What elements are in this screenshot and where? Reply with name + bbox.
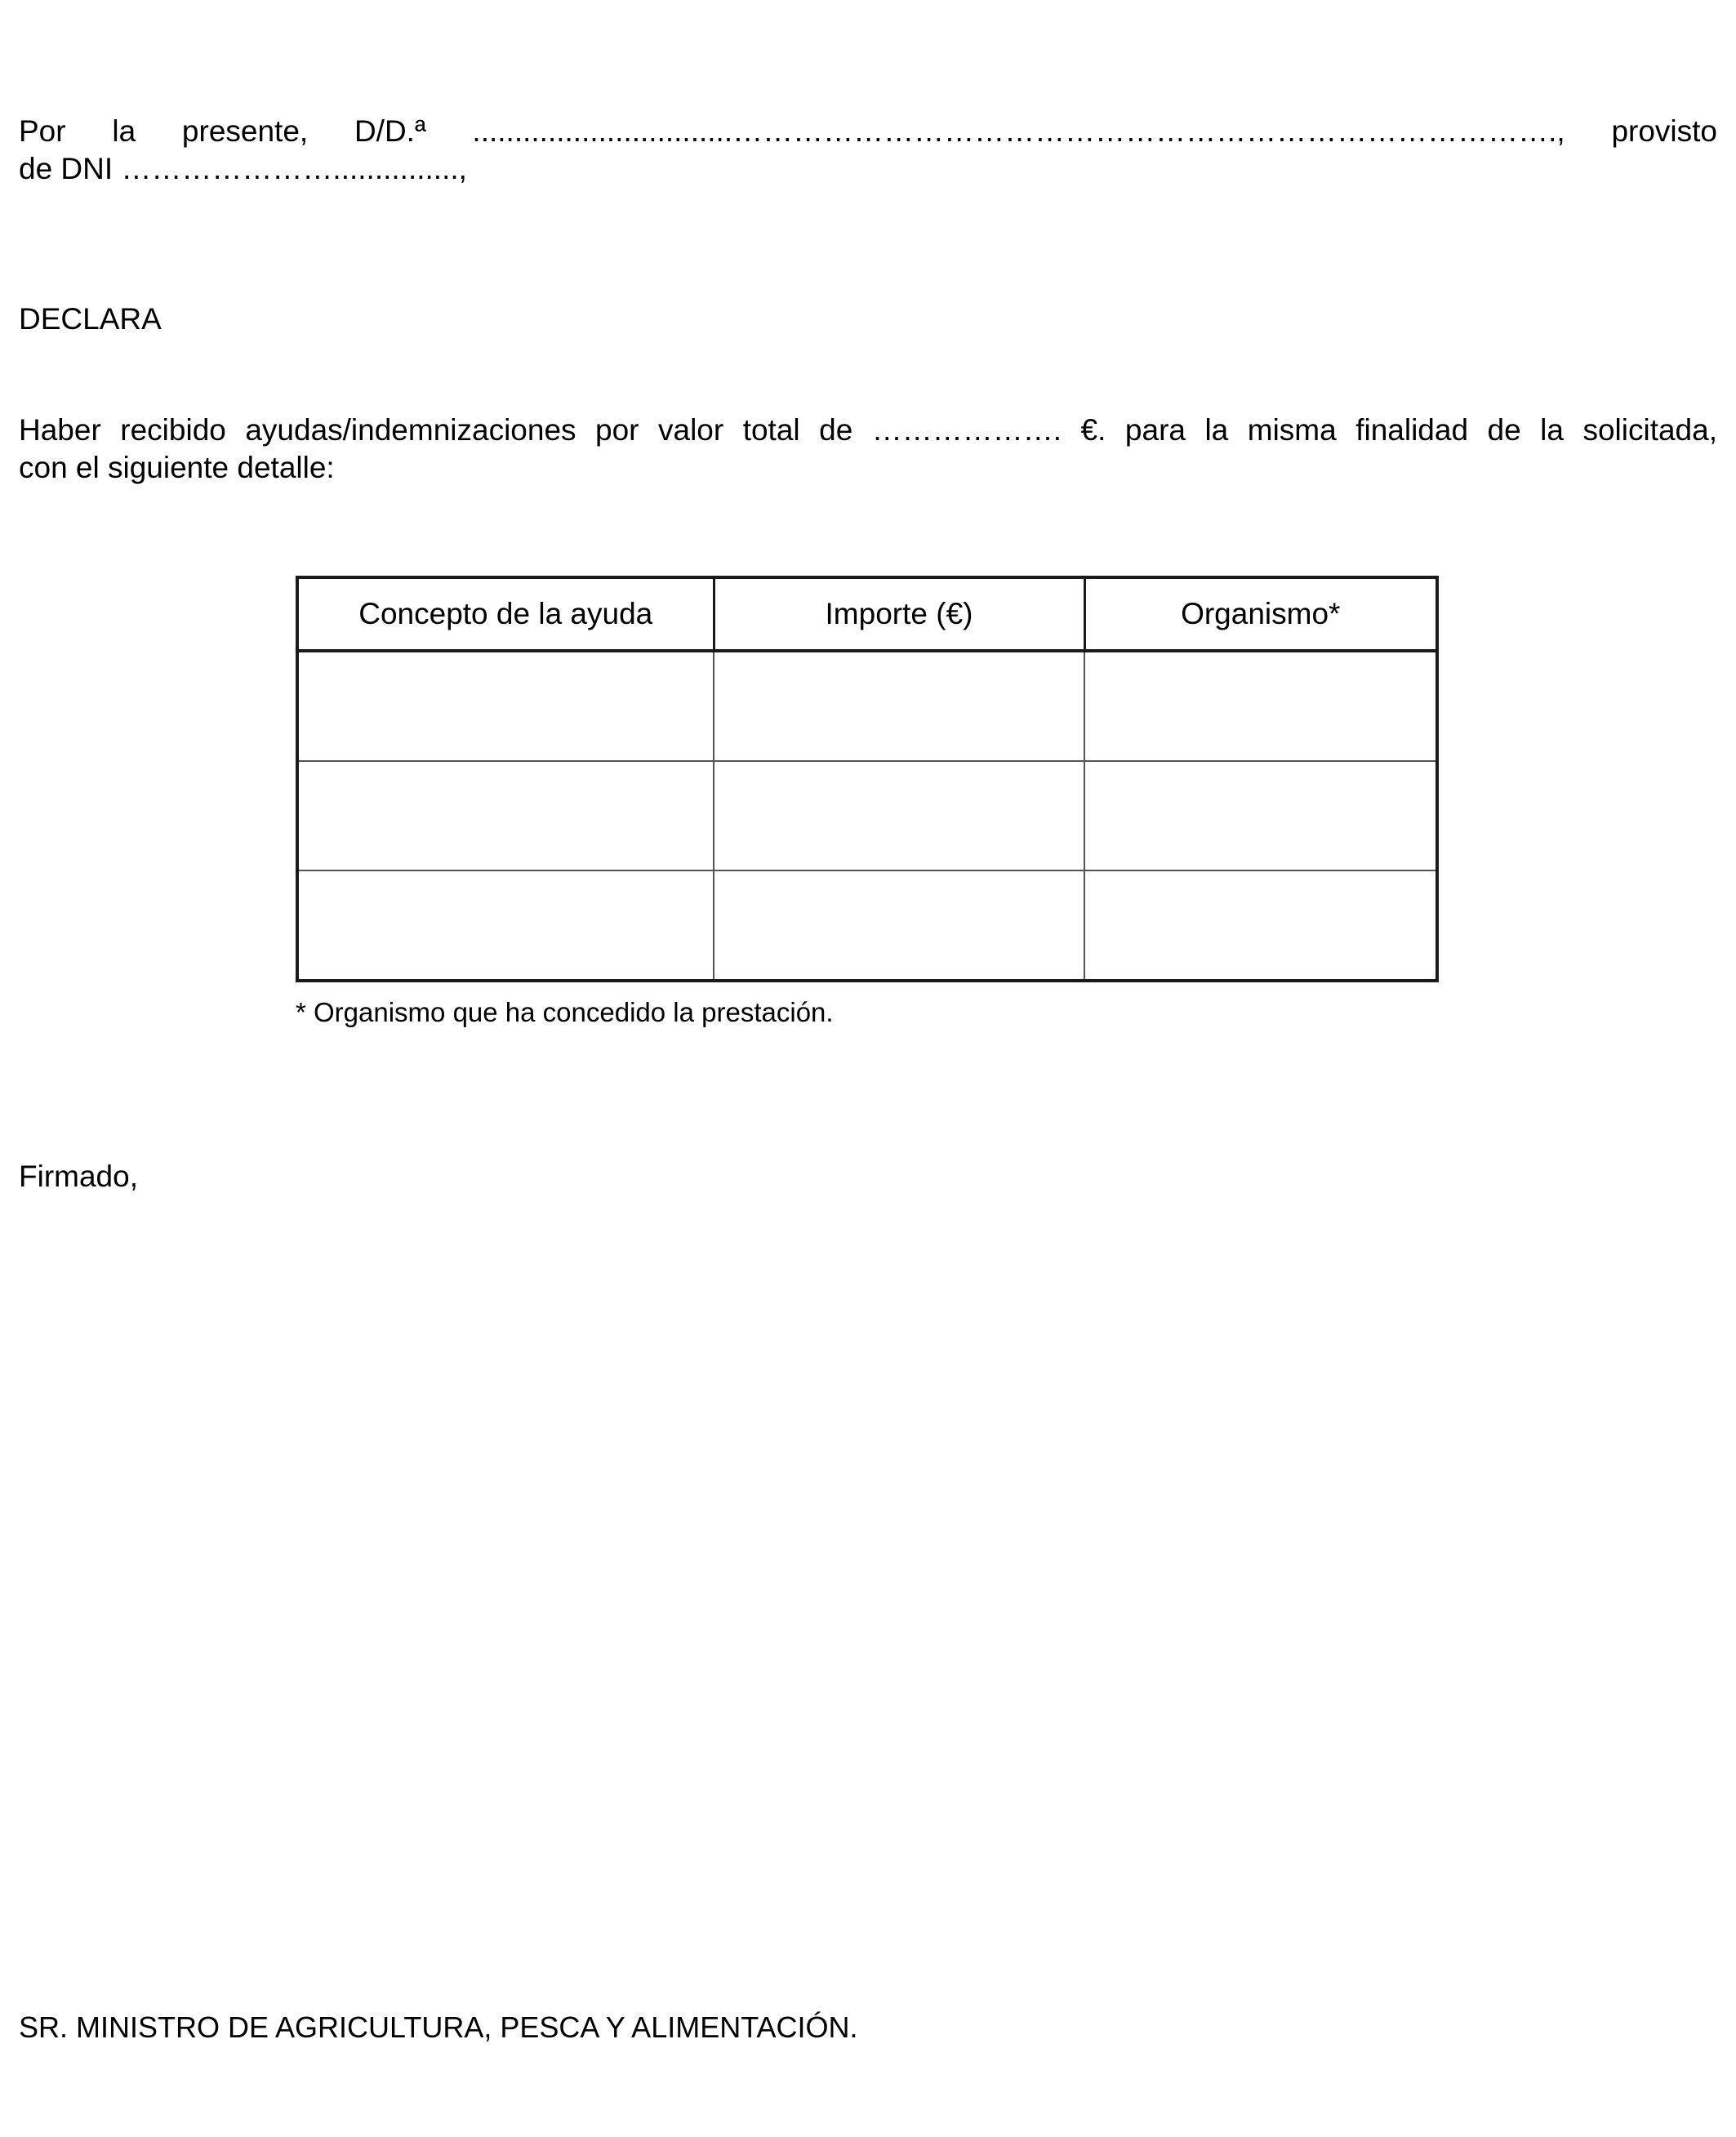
header-amount: Importe (€) <box>714 577 1084 651</box>
table-header-row <box>297 577 1437 651</box>
table-row <box>297 651 1437 761</box>
header-concept: Concepto de la ayuda <box>297 577 714 651</box>
declarant-name-line: Por la presente, D/D.ª ...............................………………………………………………………………………., provisto <box>19 114 1717 148</box>
organism-cell[interactable] <box>1084 651 1437 761</box>
table-footnote: * Organismo que ha concedido la prestación. <box>296 997 834 1027</box>
table-row <box>297 761 1437 870</box>
table-row <box>297 870 1437 981</box>
concept-cell[interactable] <box>297 761 714 870</box>
concept-cell[interactable] <box>297 651 714 761</box>
organism-cell[interactable] <box>1084 761 1437 870</box>
amount-cell[interactable] <box>714 761 1084 870</box>
signature-label: Firmado, <box>19 1160 138 1193</box>
amount-paragraph <box>19 412 1717 487</box>
detail-intro-line: con el siguiente detalle: <box>19 451 335 484</box>
aid-detail-table <box>296 576 1439 982</box>
organism-cell[interactable] <box>1084 870 1437 981</box>
amount-line: Haber recibido ayudas/indemnizaciones por valor total de ………………. €. para la misma finalidad de la solicitada, <box>19 413 1717 447</box>
declarant-dni-line: de DNI …………………..............., <box>19 152 467 185</box>
header-organism: Organismo* <box>1084 577 1437 651</box>
declara-heading: DECLARA <box>19 302 162 336</box>
amount-cell[interactable] <box>714 651 1084 761</box>
concept-cell[interactable] <box>297 870 714 981</box>
addressee-line: SR. MINISTRO DE AGRICULTURA, PESCA Y ALIMENTACIÓN. <box>19 2010 858 2044</box>
declarant-paragraph <box>19 113 1717 188</box>
amount-cell[interactable] <box>714 870 1084 981</box>
